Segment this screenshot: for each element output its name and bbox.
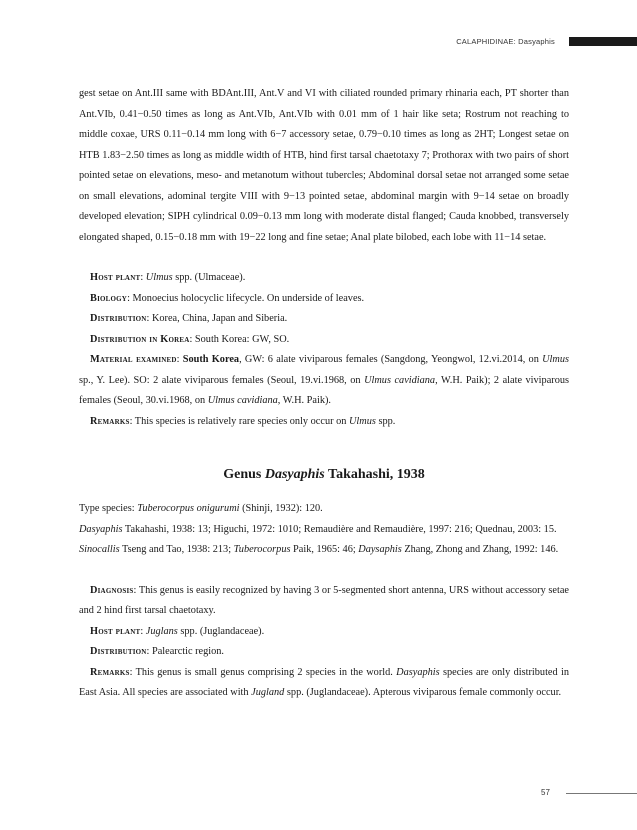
running-header: CALAPHIDINAE: Dasyaphis	[456, 37, 555, 46]
genus-remarks: Remarks: This genus is small genus comprising 2 species in the world. Dasyaphis species are only distributed in East Asia. All species are associated with Jugland spp. (Juglandaceae). Apterous viviparous female commonly occur.	[79, 666, 569, 698]
type-species: Type species: Tuberocorpus onigurumi (Shinji, 1932): 120.	[79, 503, 323, 514]
species-material-examined: Material examined: South Korea, GW: 6 alate viviparous females (Sangdong, Yeongwol, 12.vi.2014, on Ulmus sp., Y. Lee). SO: 2 alate viviparous females (Seoul, 19.vi.1968, on Ulmus cavidiana, W.H. Paik); 2 alate viviparous females (Seoul, 30.vi.1968, on Ulmus cavidiana, W.H. Paik).	[79, 354, 570, 406]
genus-heading: Genus Dasyaphis Takahashi, 1938	[223, 467, 425, 482]
page-body	[79, 84, 569, 704]
synonymy-dasyaphis: Dasyaphis Takahashi, 1938: 13; Higuchi, 1972: 1010; Remaudière and Remaudière, 1997: 216; Quednau, 2003: 15.	[79, 523, 557, 535]
genus-diagnosis: Diagnosis: This genus is easily recognized by having 3 or 5-segmented short antenna, URS without accessory setae and 2 hind first tarsal chaetotaxy.	[79, 584, 569, 616]
footer-rule	[566, 793, 637, 794]
page-number: 57	[541, 788, 550, 797]
species-distribution-korea: Distribution in Korea: South Korea: GW, SO.	[90, 333, 290, 345]
species-remarks: Remarks: This species is relatively rare species only occur on Ulmus spp.	[90, 415, 396, 427]
species-biology: Biology: Monoecius holocyclic lifecycle. On underside of leaves.	[90, 292, 365, 304]
header-bar	[569, 37, 637, 46]
synonymy-sinocallis: Sinocallis Tseng and Tao, 1938: 213; Tuberocorpus Paik, 1965: 46; Daysaphis Zhang, Zhong and Zhang, 1992: 146.	[79, 544, 559, 555]
species-distribution: Distribution: Korea, China, Japan and Siberia.	[90, 313, 288, 324]
genus-host-plant: Host plant: Juglans spp. (Juglandaceae).	[90, 625, 265, 637]
genus-distribution: Distribution: Palearctic region.	[90, 646, 225, 657]
species-host-plant: Host plant: Ulmus spp. (Ulmaceae).	[90, 272, 246, 283]
description-paragraph: gest setae on Ant.III same with BDAnt.III, Ant.V and VI with ciliated rounded primary rhinaria each, PT shorter than Ant.VIb, 0.41−0.50 times as long as Ant.VIb, Ant.VIb with 0.01 mm of 1 hair like seta; Rostrum not reaching to middle coxae, URS 0.11−0.14 mm long with 6−7 accessory setae, 0.79−0.10 times as long as 2HT; Longest setae on HTB 1.83−2.50 times as long as middle width of HTB, hind first tarsal chaetotaxy 7; Prothorax with two pairs of short pointed setae on elevations, meso- and metanotum without tubercles; Abdominal dorsal setae not arranged some setae on small elevations, adominal tergite VIII with 9−13 pointed setae, abdominal margin with 9−14 setae on broadly developed elevation; SIPH cylindrical 0.09−0.13 mm long with moderate distal flanged; Cauda knobbed, transversely elongated shaped, 0.15−0.18 mm with 19−22 long and fine setae; Anal plate bilobed, each lobe with 11−14 setae.	[79, 88, 569, 243]
